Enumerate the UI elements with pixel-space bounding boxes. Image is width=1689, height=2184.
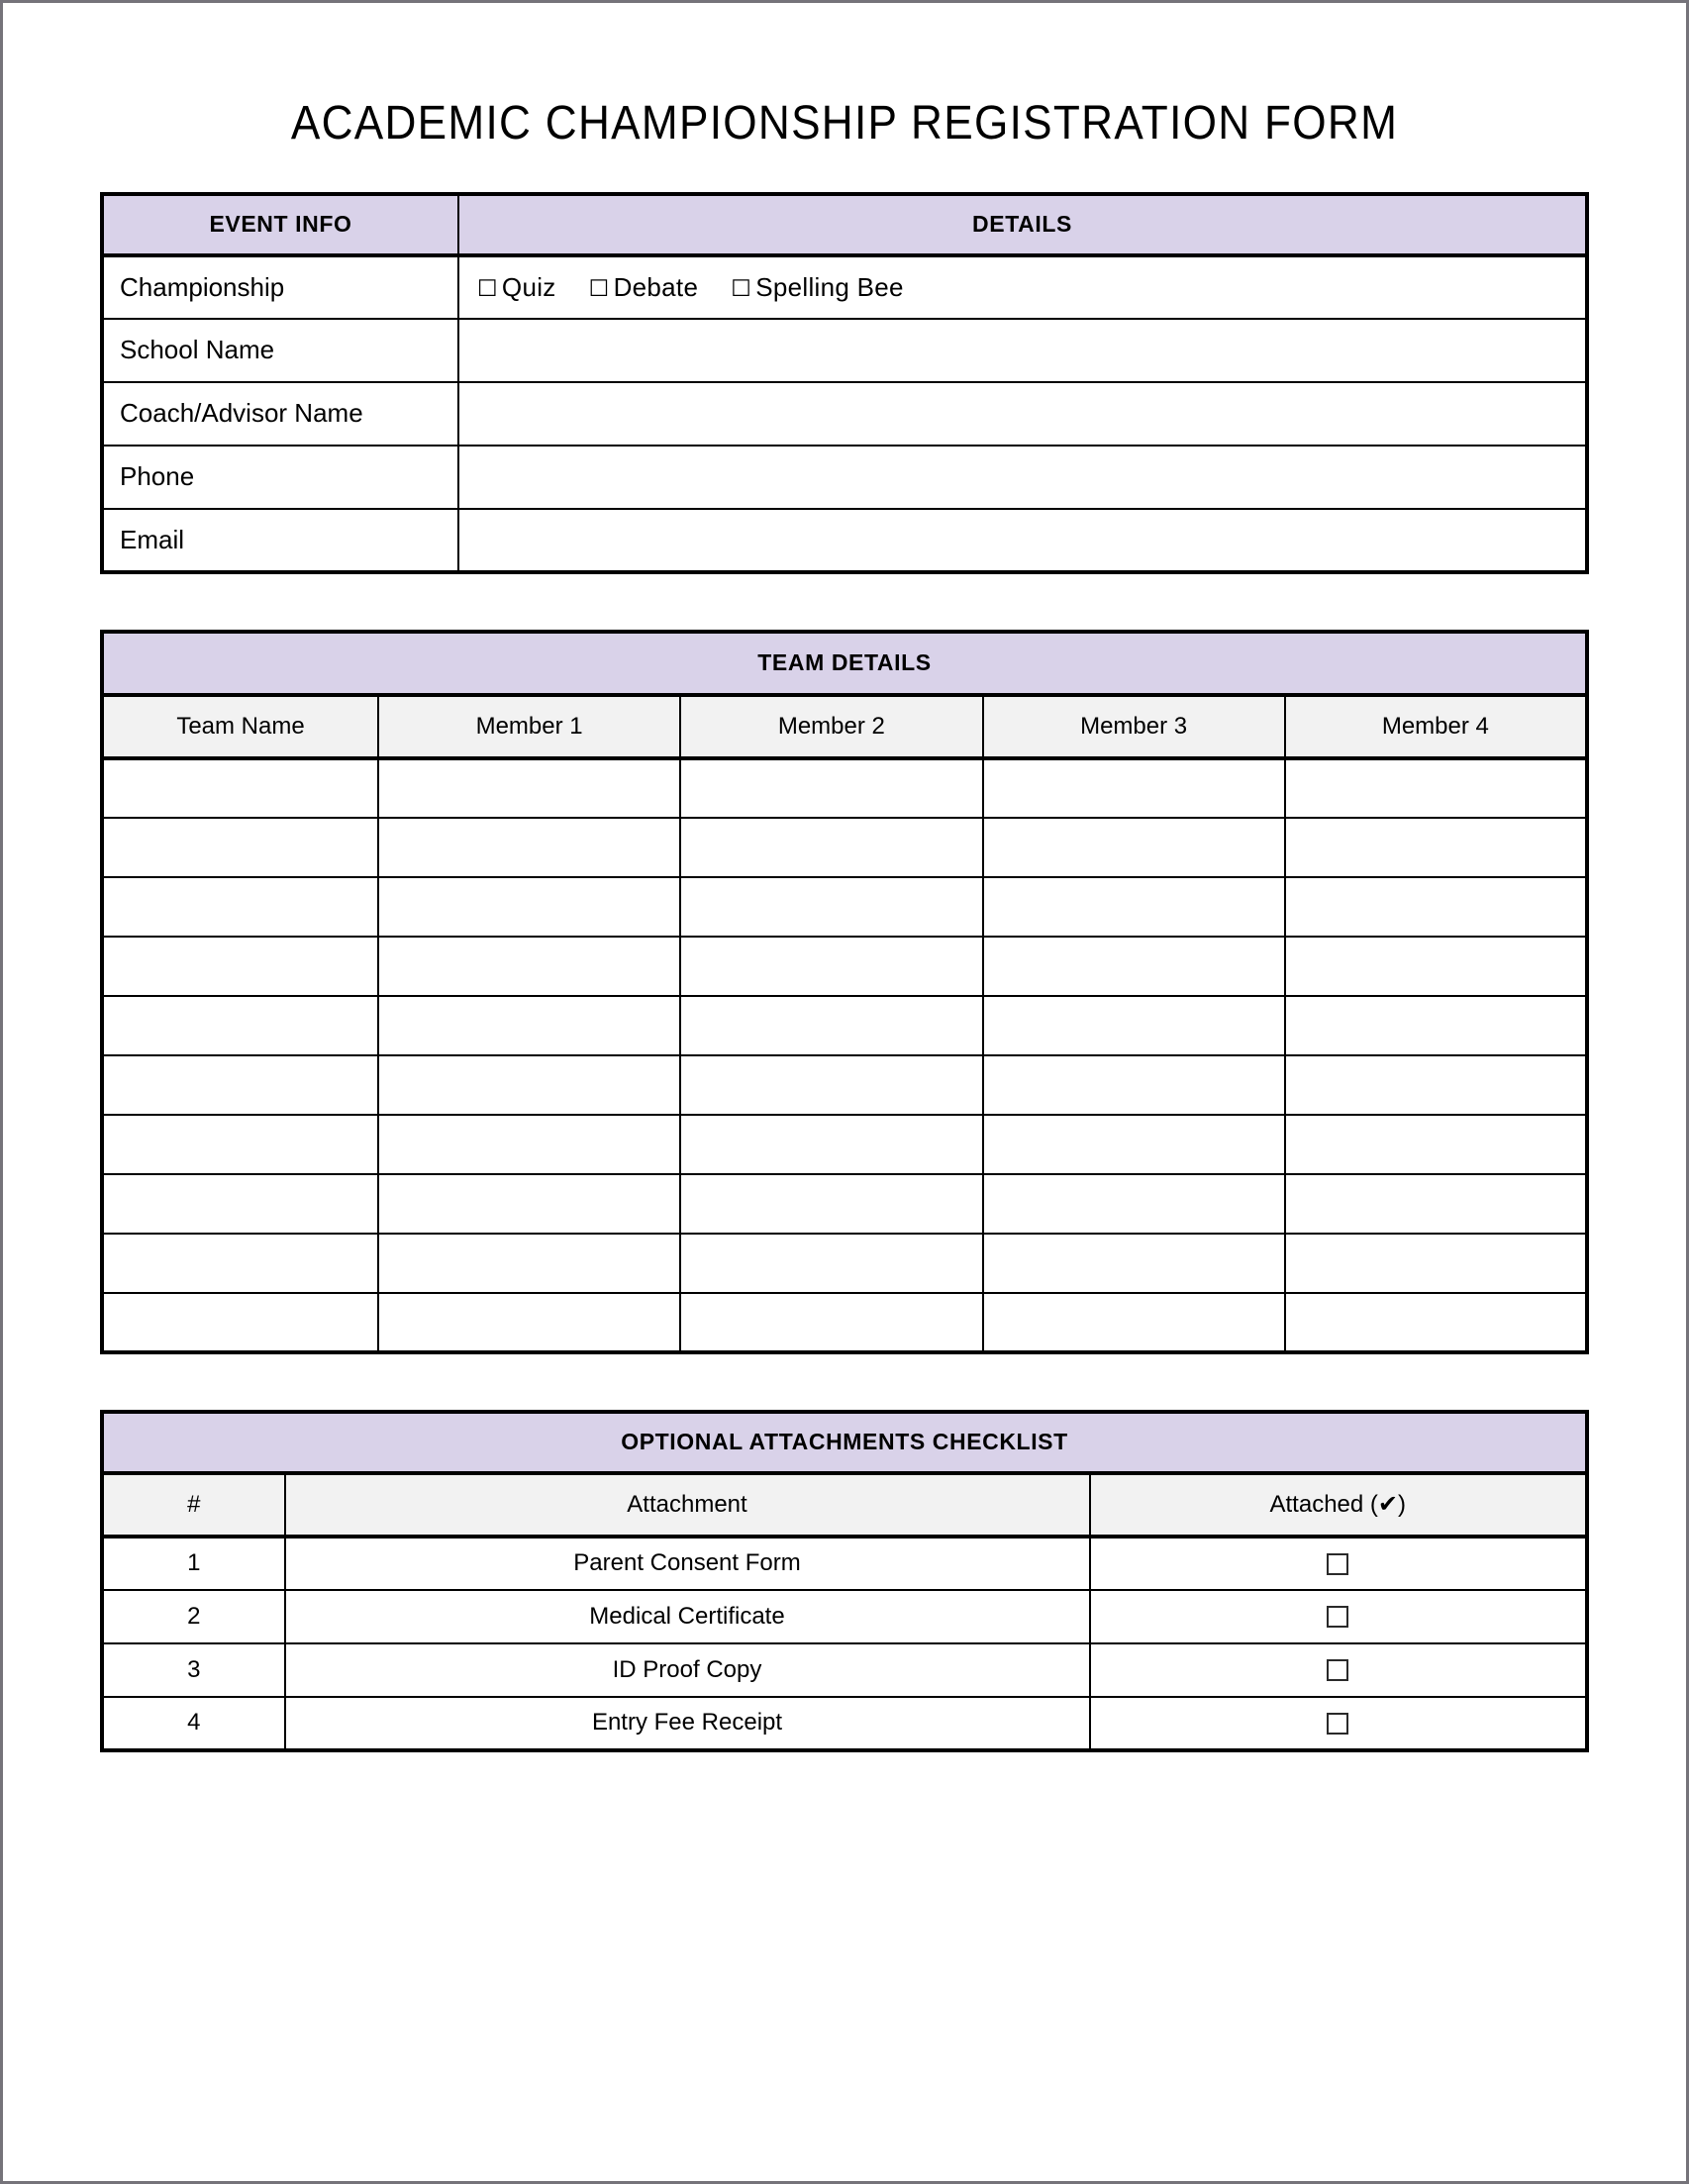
team-cell-r8-c4[interactable] bbox=[983, 1174, 1285, 1234]
column-header-attached: Attached (✔) bbox=[1090, 1473, 1588, 1537]
team-cell-r9-c1[interactable] bbox=[102, 1234, 378, 1293]
team-cell-r10-c1[interactable] bbox=[102, 1293, 378, 1352]
attachment-number: 2 bbox=[102, 1590, 285, 1643]
team-cell-r1-c4[interactable] bbox=[983, 758, 1285, 818]
championship-option-debate[interactable] bbox=[589, 272, 706, 302]
team-cell-r6-c1[interactable] bbox=[102, 1055, 378, 1115]
table-row bbox=[102, 1234, 1587, 1293]
column-header-member-4: Member 4 bbox=[1285, 695, 1587, 758]
team-cell-r4-c2[interactable] bbox=[378, 937, 680, 996]
team-details-header: TEAM DETAILS bbox=[102, 632, 1587, 695]
column-header-member-3: Member 3 bbox=[983, 695, 1285, 758]
team-cell-r2-c1[interactable] bbox=[102, 818, 378, 877]
team-cell-r5-c1[interactable] bbox=[102, 996, 378, 1055]
team-cell-r3-c2[interactable] bbox=[378, 877, 680, 937]
team-cell-r4-c3[interactable] bbox=[680, 937, 982, 996]
table-row bbox=[102, 509, 1587, 572]
table-row bbox=[102, 818, 1587, 877]
team-cell-r7-c4[interactable] bbox=[983, 1115, 1285, 1174]
team-cell-r10-c2[interactable] bbox=[378, 1293, 680, 1352]
team-cell-r4-c4[interactable] bbox=[983, 937, 1285, 996]
checkbox-icon[interactable]: ☐ bbox=[477, 275, 498, 302]
team-cell-r6-c5[interactable] bbox=[1285, 1055, 1587, 1115]
field-value-email[interactable] bbox=[458, 509, 1587, 572]
team-cell-r10-c4[interactable] bbox=[983, 1293, 1285, 1352]
form-sheet bbox=[3, 3, 1686, 2181]
team-cell-r2-c2[interactable] bbox=[378, 818, 680, 877]
field-value-coach-advisor-name[interactable] bbox=[458, 382, 1587, 446]
team-cell-r2-c4[interactable] bbox=[983, 818, 1285, 877]
spacer-team-attachments bbox=[100, 1354, 1589, 1410]
team-cell-r8-c2[interactable] bbox=[378, 1174, 680, 1234]
event-info-thead bbox=[102, 194, 1587, 255]
table-row bbox=[102, 996, 1587, 1055]
team-cell-r3-c1[interactable] bbox=[102, 877, 378, 937]
field-value-school-name[interactable] bbox=[458, 319, 1587, 382]
column-header-member-2: Member 2 bbox=[680, 695, 982, 758]
team-cell-r6-c2[interactable] bbox=[378, 1055, 680, 1115]
event-info-header-row bbox=[102, 194, 1587, 255]
attachments-table bbox=[100, 1410, 1589, 1752]
team-details-thead bbox=[102, 632, 1587, 758]
team-cell-r3-c3[interactable] bbox=[680, 877, 982, 937]
column-header-number: # bbox=[102, 1473, 285, 1537]
team-cell-r8-c3[interactable] bbox=[680, 1174, 982, 1234]
attachment-name: ID Proof Copy bbox=[285, 1643, 1090, 1697]
field-label-school-name: School Name bbox=[102, 319, 458, 382]
table-row bbox=[102, 1293, 1587, 1352]
table-row bbox=[102, 1115, 1587, 1174]
attachments-column-row bbox=[102, 1473, 1587, 1537]
event-info-header-left: EVENT INFO bbox=[102, 194, 458, 255]
field-label-coach-advisor-name: Coach/Advisor Name bbox=[102, 382, 458, 446]
attachment-name: Parent Consent Form bbox=[285, 1537, 1090, 1590]
field-value-phone[interactable] bbox=[458, 446, 1587, 509]
checkbox-icon[interactable]: ☐ bbox=[731, 275, 752, 302]
table-row bbox=[102, 877, 1587, 937]
checkbox-icon[interactable]: ☐ bbox=[588, 275, 610, 302]
table-row bbox=[102, 937, 1587, 996]
championship-option-debate-label: Debate bbox=[613, 271, 699, 302]
team-cell-r4-c5[interactable] bbox=[1285, 937, 1587, 996]
team-cell-r3-c5[interactable] bbox=[1285, 877, 1587, 937]
team-cell-r5-c3[interactable] bbox=[680, 996, 982, 1055]
team-cell-r9-c2[interactable] bbox=[378, 1234, 680, 1293]
checkbox-icon[interactable] bbox=[1327, 1553, 1348, 1575]
table-row bbox=[102, 1055, 1587, 1115]
table-row bbox=[102, 1643, 1587, 1697]
team-details-table bbox=[100, 630, 1589, 1354]
table-row bbox=[102, 382, 1587, 446]
championship-option-quiz[interactable] bbox=[477, 272, 563, 302]
field-label-championship: Championship bbox=[102, 255, 458, 319]
attachments-thead bbox=[102, 1412, 1587, 1537]
attachment-checkbox-cell[interactable] bbox=[1090, 1643, 1588, 1697]
team-cell-r1-c3[interactable] bbox=[680, 758, 982, 818]
table-row bbox=[102, 1697, 1587, 1750]
table-row bbox=[102, 446, 1587, 509]
team-cell-r5-c2[interactable] bbox=[378, 996, 680, 1055]
team-cell-r8-c1[interactable] bbox=[102, 1174, 378, 1234]
team-cell-r1-c5[interactable] bbox=[1285, 758, 1587, 818]
team-cell-r7-c2[interactable] bbox=[378, 1115, 680, 1174]
championship-option-quiz-label: Quiz bbox=[501, 271, 556, 302]
field-label-email: Email bbox=[102, 509, 458, 572]
team-cell-r2-c3[interactable] bbox=[680, 818, 982, 877]
attachments-header: OPTIONAL ATTACHMENTS CHECKLIST bbox=[102, 1412, 1587, 1473]
team-details-tbody bbox=[102, 758, 1587, 1352]
team-cell-r2-c5[interactable] bbox=[1285, 818, 1587, 877]
attachment-name: Entry Fee Receipt bbox=[285, 1697, 1090, 1750]
team-cell-r8-c5[interactable] bbox=[1285, 1174, 1587, 1234]
column-header-team-name: Team Name bbox=[102, 695, 378, 758]
table-row bbox=[102, 758, 1587, 818]
attachment-number: 3 bbox=[102, 1643, 285, 1697]
attachments-tbody bbox=[102, 1537, 1587, 1750]
attachment-number: 1 bbox=[102, 1537, 285, 1590]
column-header-member-1: Member 1 bbox=[378, 695, 680, 758]
team-details-section-row bbox=[102, 632, 1587, 695]
spacer-event-team bbox=[100, 574, 1589, 630]
field-label-phone: Phone bbox=[102, 446, 458, 509]
attachments-section-row bbox=[102, 1412, 1587, 1473]
championship-options bbox=[458, 255, 1587, 319]
column-header-attachment: Attachment bbox=[285, 1473, 1090, 1537]
attachment-checkbox-cell[interactable] bbox=[1090, 1697, 1588, 1750]
checkbox-icon[interactable] bbox=[1327, 1659, 1348, 1681]
team-cell-r9-c3[interactable] bbox=[680, 1234, 982, 1293]
team-cell-r9-c4[interactable] bbox=[983, 1234, 1285, 1293]
team-cell-r5-c4[interactable] bbox=[983, 996, 1285, 1055]
table-row bbox=[102, 1537, 1587, 1590]
team-cell-r5-c5[interactable] bbox=[1285, 996, 1587, 1055]
event-info-tbody bbox=[102, 255, 1587, 572]
spacer-title bbox=[100, 150, 1589, 192]
attachment-checkbox-cell[interactable] bbox=[1090, 1590, 1588, 1643]
table-row bbox=[102, 319, 1587, 382]
team-cell-r3-c4[interactable] bbox=[983, 877, 1285, 937]
team-cell-r7-c3[interactable] bbox=[680, 1115, 982, 1174]
checkbox-icon[interactable] bbox=[1327, 1606, 1348, 1628]
event-info-table bbox=[100, 192, 1589, 574]
attachment-name: Medical Certificate bbox=[285, 1590, 1090, 1643]
event-info-header-right: DETAILS bbox=[458, 194, 1587, 255]
championship-option-spelling-bee[interactable] bbox=[731, 272, 904, 302]
page-title: ACADEMIC CHAMPIONSHIP REGISTRATION FORM bbox=[290, 97, 1399, 149]
team-cell-r4-c1[interactable] bbox=[102, 937, 378, 996]
team-cell-r6-c4[interactable] bbox=[983, 1055, 1285, 1115]
table-row bbox=[102, 1174, 1587, 1234]
team-cell-r7-c5[interactable] bbox=[1285, 1115, 1587, 1174]
championship-option-spelling-bee-label: Spelling Bee bbox=[755, 271, 904, 302]
team-cell-r1-c2[interactable] bbox=[378, 758, 680, 818]
team-cell-r9-c5[interactable] bbox=[1285, 1234, 1587, 1293]
team-cell-r10-c3[interactable] bbox=[680, 1293, 982, 1352]
team-details-column-row bbox=[102, 695, 1587, 758]
team-cell-r7-c1[interactable] bbox=[102, 1115, 378, 1174]
team-cell-r10-c5[interactable] bbox=[1285, 1293, 1587, 1352]
attachment-checkbox-cell[interactable] bbox=[1090, 1537, 1588, 1590]
team-cell-r6-c3[interactable] bbox=[680, 1055, 982, 1115]
attachment-number: 4 bbox=[102, 1697, 285, 1750]
table-row bbox=[102, 255, 1587, 319]
team-cell-r1-c1[interactable] bbox=[102, 758, 378, 818]
table-row bbox=[102, 1590, 1587, 1643]
checkbox-icon[interactable] bbox=[1327, 1713, 1348, 1735]
